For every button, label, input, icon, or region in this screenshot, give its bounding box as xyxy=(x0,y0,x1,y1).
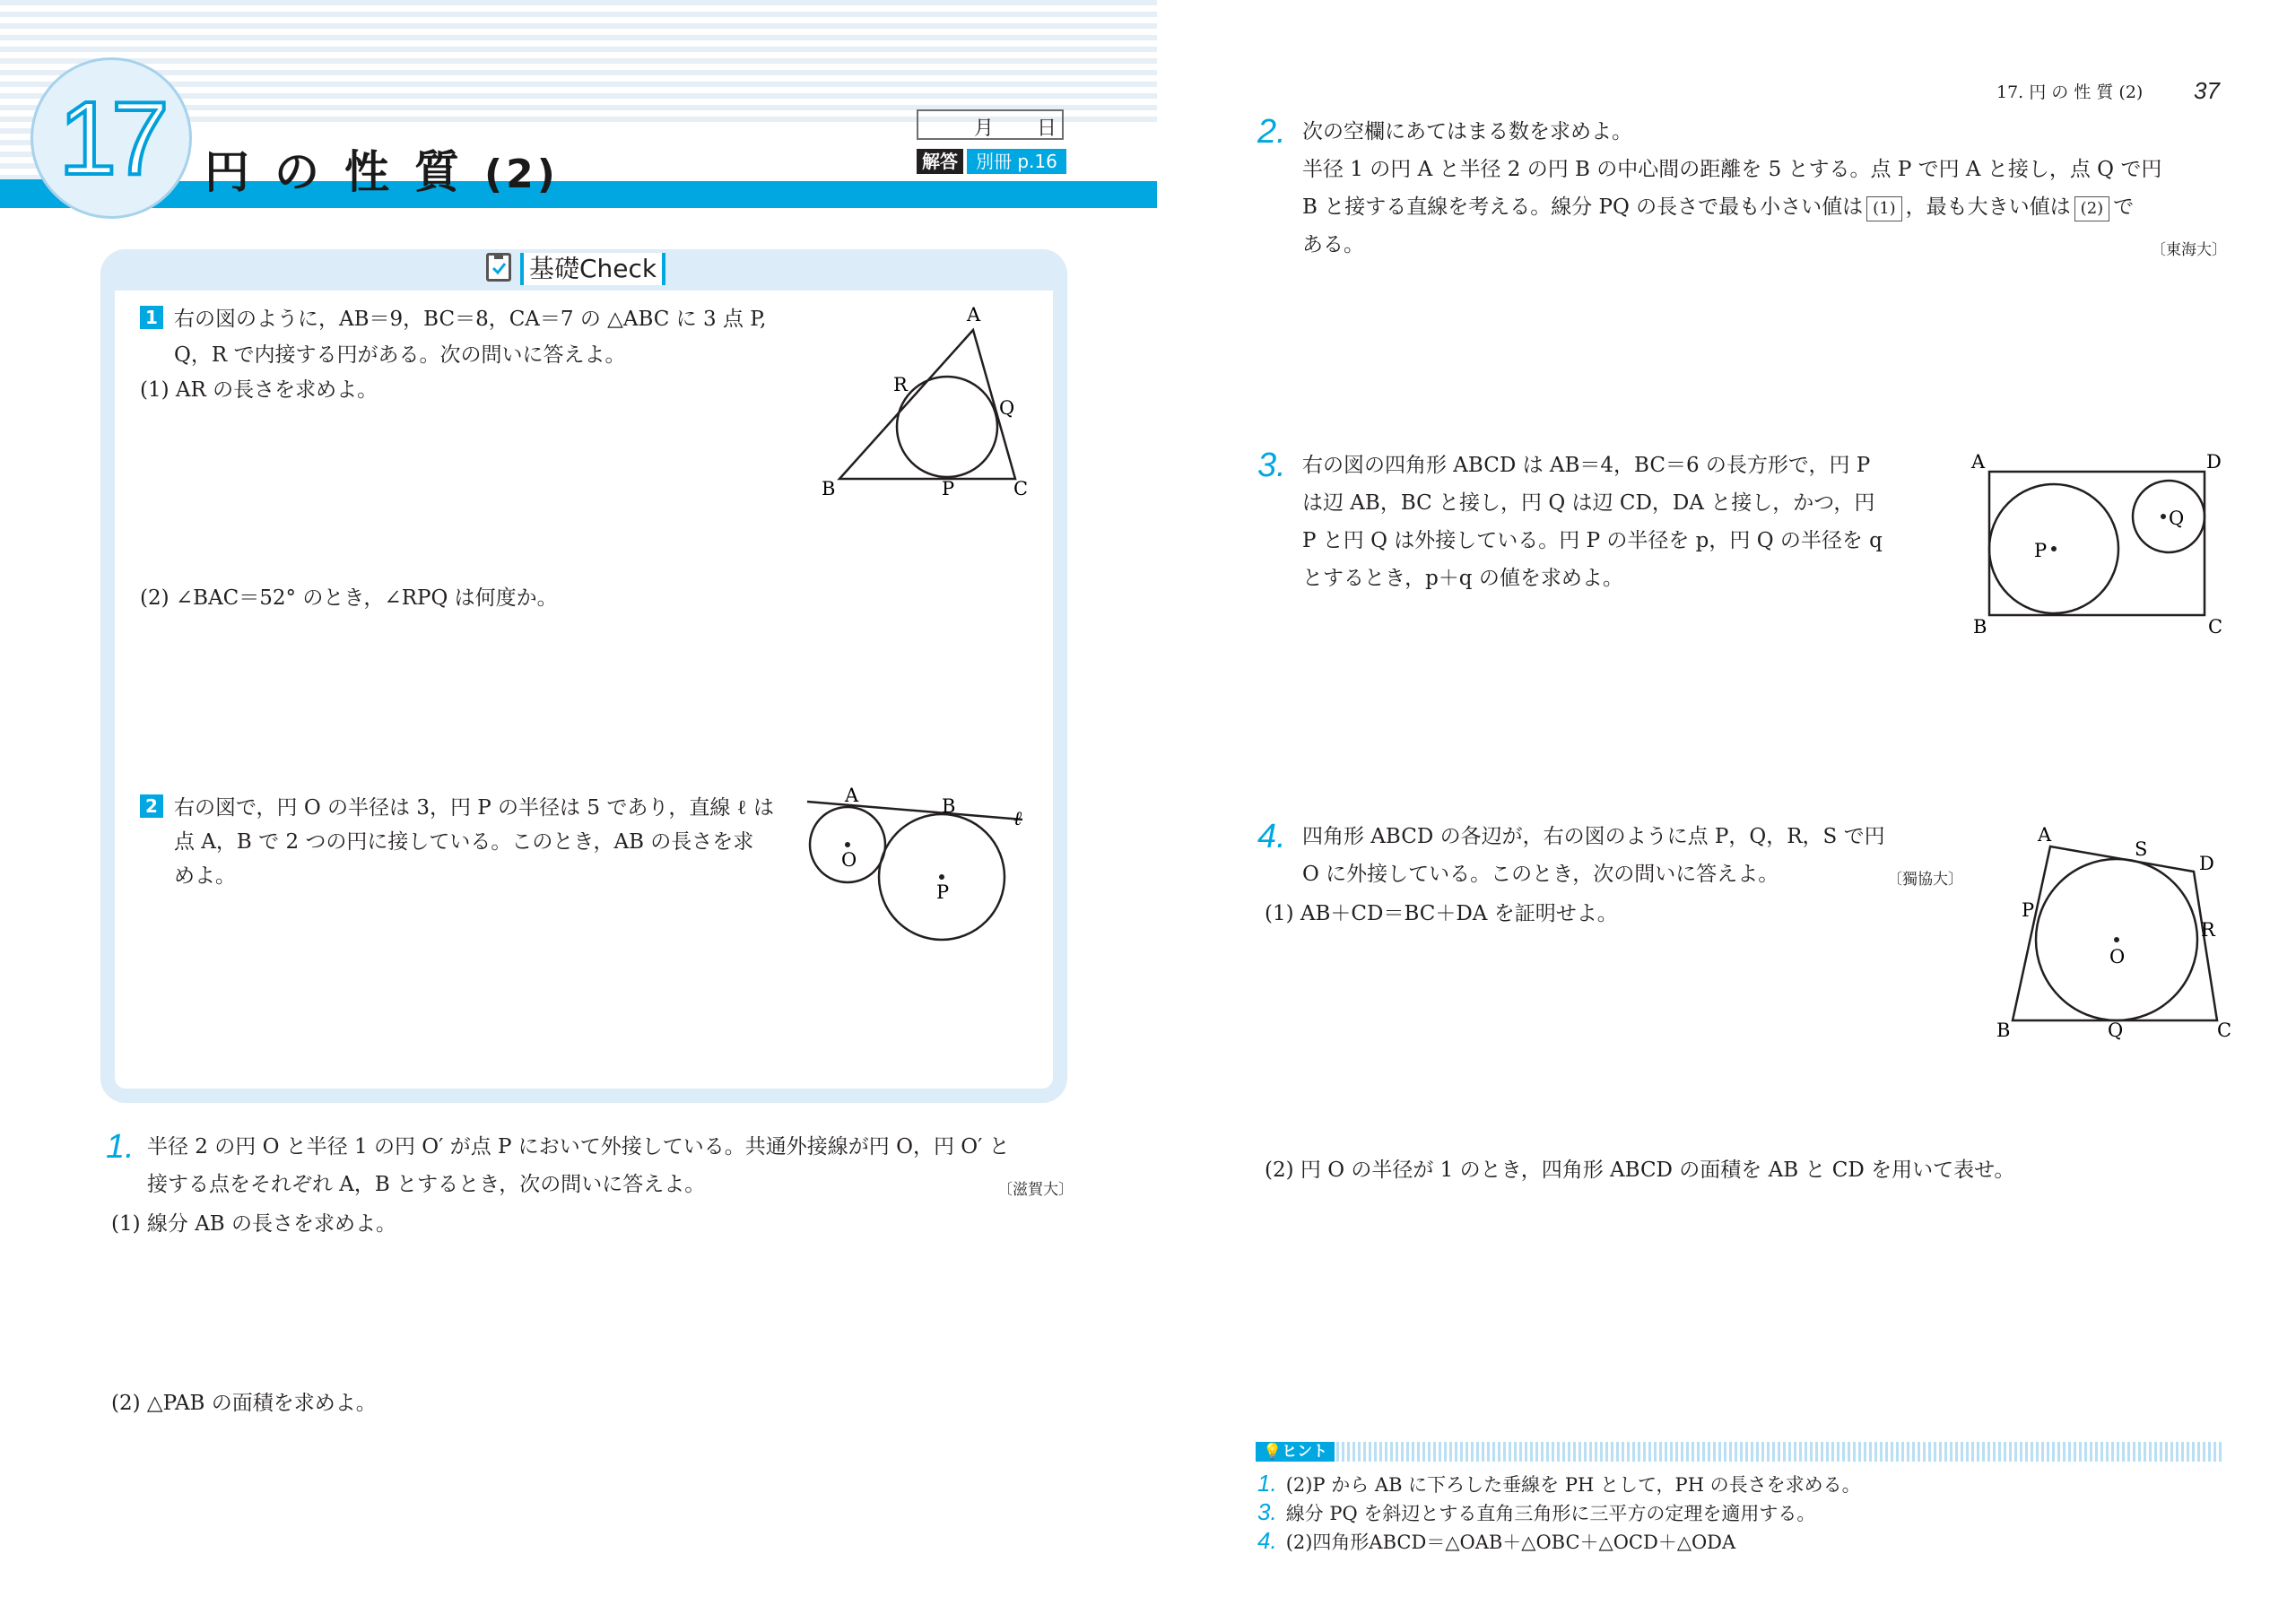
fig4-label-o: O xyxy=(2109,946,2126,968)
lesson-number: 17 xyxy=(58,80,164,196)
date-box xyxy=(917,109,1064,140)
fig3-label-c: C xyxy=(2208,616,2223,638)
check-q2-text1: 右の図で，円 O の半径は 3，円 P の半径は 5 であり，直線 ℓ は xyxy=(174,796,774,820)
fig4-label-q: Q xyxy=(2108,1020,2124,1041)
check-q1-sub1: (1) AR の長さを求めよ。 xyxy=(140,378,378,402)
check-q2-line1 xyxy=(140,789,774,827)
problem1-line1: 半径 2 の円 O と半径 1 の円 O′ が点 P において外接している。共通外接線が円 O，円 O′ と xyxy=(147,1135,1010,1159)
fig1-label-q: Q xyxy=(999,397,1015,419)
hint-header-bar xyxy=(1256,1442,2224,1462)
hint-item-1-text: (2)P から AB に下ろした垂線を PH として，PH の長さを求める。 xyxy=(1285,1474,1861,1496)
problem3-line4: とするとき，p＋q の値を求めよ。 xyxy=(1302,567,1623,590)
problem4-line2: O に外接している。このとき，次の問いに答えよ。 xyxy=(1302,863,1779,886)
answer-reference xyxy=(917,149,1066,174)
lesson-number-badge xyxy=(30,57,192,219)
basic-check-title: 基礎Check xyxy=(520,253,665,285)
fig4-label-p: P xyxy=(2022,899,2035,921)
fig1-label-r: R xyxy=(893,374,908,395)
page-number: 37 xyxy=(2194,77,2220,104)
check-q1-line1 xyxy=(140,300,766,338)
problem3-line2: は辺 AB，BC と接し，円 Q は辺 CD，DA と接し，かつ，円 xyxy=(1302,491,1875,515)
problem4-sub2: (2) 円 O の半径が 1 のとき，四角形 ABCD の面積を AB と CD を用いて表せ。 xyxy=(1265,1159,2015,1182)
page-title xyxy=(204,136,559,201)
check-q1-num: 1 xyxy=(140,306,163,329)
fig2-label-l: ℓ xyxy=(1013,808,1022,830)
check-q1-text1: 右の図のように，AB＝9，BC＝8，CA＝7 の △ABC に 3 点 P, xyxy=(174,308,767,331)
fig1-label-c: C xyxy=(1013,478,1029,499)
fig4-label-b: B xyxy=(1996,1020,2011,1041)
problem2-line2: 半径 1 の円 A と半径 2 の円 B の中心間の距離を 5 とする。点 P で円 A と接し，点 Q で円 xyxy=(1302,158,2162,181)
problem4-sub1: (1) AB＋CD＝BC＋DA を証明せよ。 xyxy=(1265,902,1618,925)
problem4-line1: 四角形 ABCD の各辺が，右の図のように点 P，Q，R，S で円 xyxy=(1302,825,1885,848)
incircle xyxy=(897,377,997,477)
hint-item-3 xyxy=(1257,1526,1735,1557)
fig2-label-o: O xyxy=(841,849,857,871)
hint-item-3-num: 4. xyxy=(1257,1527,1277,1554)
check-q2-line2: 点 A，B で 2 つの円に接している。このとき，AB の長さを求 xyxy=(174,830,754,854)
answer-page: 別冊 p.16 xyxy=(967,149,1066,174)
fig4-label-a: A xyxy=(2038,824,2052,846)
fig3-label-p: P xyxy=(2034,540,2048,561)
hint-item-3-text: (2)四角形ABCD＝△OAB＋△OBC＋△OCD＋△ODA xyxy=(1285,1532,1736,1553)
answer-blank-2: (2) xyxy=(2074,196,2110,221)
problem2-source: 〔東海大〕 xyxy=(2151,241,2227,259)
hint-item-2 xyxy=(1257,1497,1815,1528)
hint-item-1 xyxy=(1257,1469,1861,1499)
fig4-label-s: S xyxy=(2135,838,2148,860)
check-q2-num: 2 xyxy=(140,794,163,818)
problem2-line3c: で xyxy=(2113,195,2135,219)
check-q1-line2: Q，R で内接する円がある。次の問いに答えよ。 xyxy=(174,343,626,367)
fig3-label-b: B xyxy=(1973,616,1987,638)
problem1-sub1: (1) 線分 AB の長さを求めよ。 xyxy=(111,1212,397,1236)
hint-label-text: ヒント xyxy=(1282,1443,1328,1461)
problem2-line3a: B と接する直線を考える。線分 PQ の長さで最も小さい値は xyxy=(1302,195,1864,219)
check-q2-line3: めよ。 xyxy=(174,864,236,888)
fig4-label-r: R xyxy=(2201,919,2215,941)
problem4-source: 〔獨協大〕 xyxy=(1887,871,1963,889)
problem2-line3b: ，最も大きい値は xyxy=(1905,195,2071,219)
clipboard-check-icon xyxy=(486,253,511,282)
fig3-label-q: Q xyxy=(2169,508,2185,529)
fig1-label-b: B xyxy=(822,478,836,499)
tangent-line-l xyxy=(807,802,1022,820)
fig2-label-b: B xyxy=(942,795,956,817)
two-circles-tangent-figure xyxy=(798,780,1040,950)
problem3-line3: P と円 Q は外接している。円 P の半径を p，円 Q の半径を q xyxy=(1302,529,1883,552)
answer-label: 解答 xyxy=(917,149,963,174)
fig1-label-a: A xyxy=(967,304,981,325)
running-head: 17. 円 の 性 質 (2) xyxy=(1996,82,2144,102)
problem4-number: 4. xyxy=(1257,818,1286,855)
title-text: 円の性質 xyxy=(204,146,484,198)
problem1-sub2: (2) △PAB の面積を求めよ。 xyxy=(111,1392,377,1415)
hint-item-1-num: 1. xyxy=(1257,1470,1277,1497)
rectangle-two-circles-figure xyxy=(1964,445,2233,647)
date-month: 月 xyxy=(974,117,995,140)
problem2-line4: ある。 xyxy=(1302,233,1364,256)
problem1-number: 1. xyxy=(106,1128,135,1166)
problem3-number: 3. xyxy=(1257,447,1286,484)
date-day: 日 xyxy=(1037,117,1057,140)
quadrilateral-incircle-figure xyxy=(1982,816,2233,1049)
fig3-label-d: D xyxy=(2206,451,2222,473)
triangle-incircle-figure xyxy=(807,296,1049,511)
problem2-line3 xyxy=(1302,188,2134,226)
hint-label: 💡ヒント xyxy=(1256,1442,1335,1462)
answer-blank-1: (1) xyxy=(1866,196,1902,221)
hint-item-2-text: 線分 PQ を斜辺とする直角三角形に三平方の定理を適用する。 xyxy=(1285,1503,1816,1524)
fig4-label-c: C xyxy=(2217,1020,2232,1041)
fig4-label-d: D xyxy=(2199,853,2214,874)
fig2-label-p: P xyxy=(936,881,950,903)
problem3-line1: 右の図の四角形 ABCD は AB＝4，BC＝6 の長方形で，円 P xyxy=(1302,454,1871,477)
fig3-label-a: A xyxy=(1971,451,1986,473)
fig1-label-p: P xyxy=(942,478,955,499)
hint-item-2-num: 3. xyxy=(1257,1498,1277,1525)
problem1-line2: 接する点をそれぞれ A，B とするとき，次の問いに答えよ。 xyxy=(147,1173,706,1196)
problem1-source: 〔滋賀大〕 xyxy=(997,1181,1074,1199)
problem2-number: 2. xyxy=(1257,113,1286,151)
fig2-label-a: A xyxy=(845,785,859,806)
title-sub: (2) xyxy=(484,152,559,197)
check-q1-sub2: (2) ∠BAC＝52° のとき，∠RPQ は何度か。 xyxy=(140,586,558,610)
problem2-line1: 次の空欄にあてはまる数を求めよ。 xyxy=(1302,120,1632,143)
quadrilateral-abcd xyxy=(2013,846,2217,1020)
